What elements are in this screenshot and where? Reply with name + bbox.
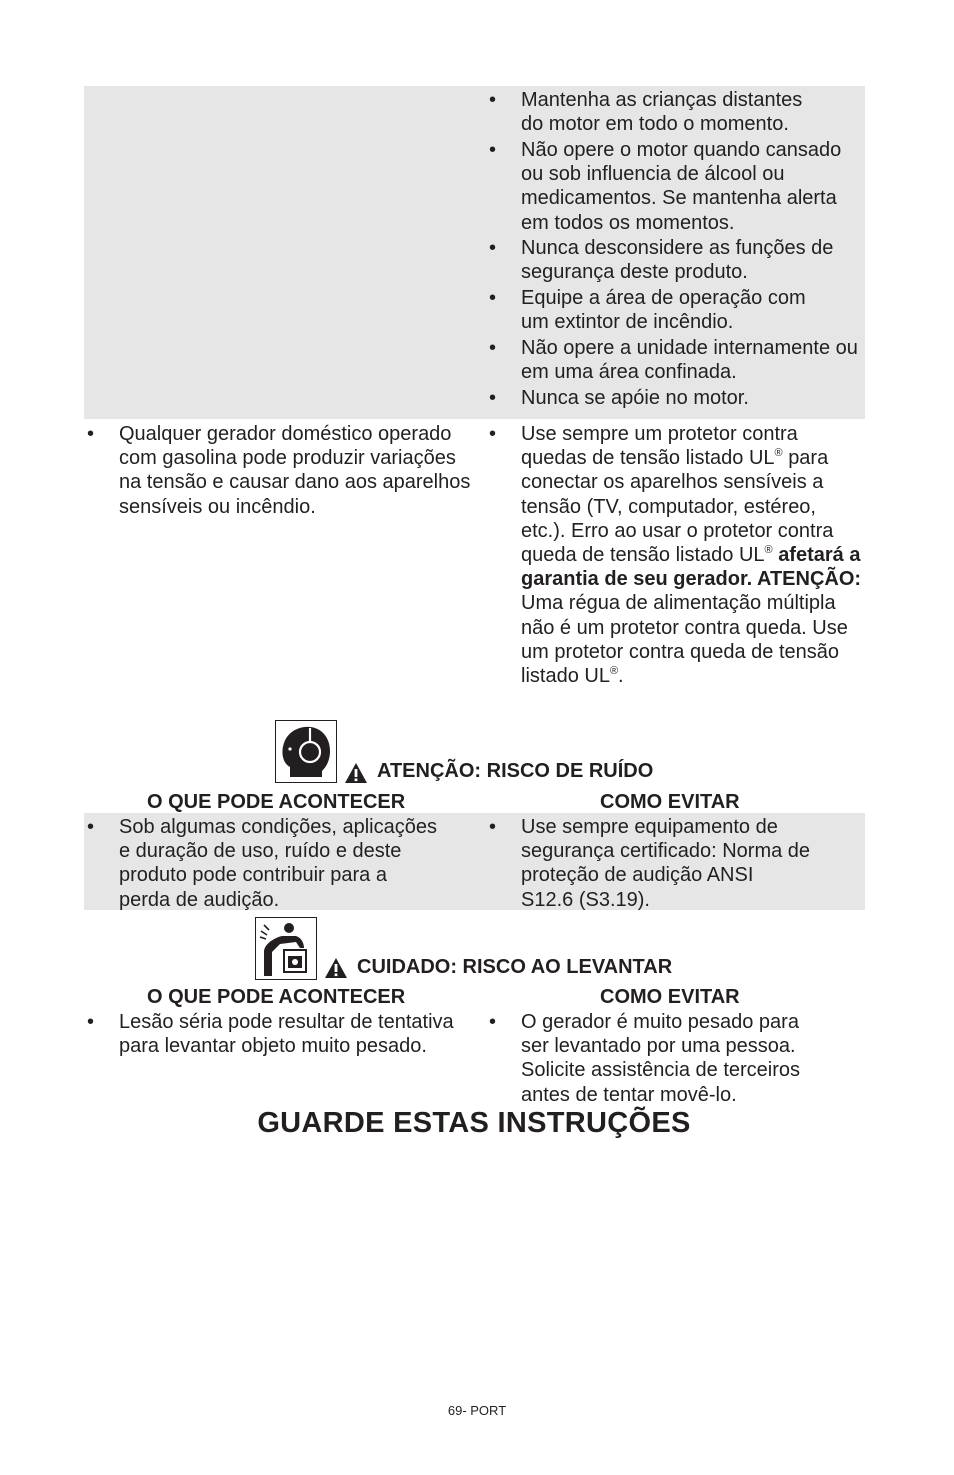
list-item: • Nunca se apóie no motor. (487, 386, 865, 410)
list-item: • Lesão séria pode resultar de tentativa para levantar objeto muito pesado. (85, 1010, 485, 1058)
list-item: • Equipe a área de operação com um extintor de incêndio. (487, 286, 821, 334)
surge-text-3: Uma régua de alimentação múltipla não é um protetor contra queda. Use um protetor contra queda de tensão listado UL (521, 592, 848, 688)
surge-text-2: para conectar os aparelhos sensíveis a tensão (TV, computador, estéreo, etc.). Erro ao usar o protetor contra queda de tensão listado UL (521, 447, 834, 567)
heavy-lifting-icon (255, 917, 317, 980)
how-to-avoid-heading: COMO EVITAR (600, 791, 740, 813)
lifting-hazard-list (85, 1010, 485, 1058)
surge-text-1: Use sempre um protetor contra quedas de tensão listado UL (521, 423, 798, 470)
list-item: • Nunca desconsidere as funções de segurança deste produto. (487, 236, 841, 284)
list-item: • Não opere o motor quando cansado ou sob influencia de álcool ou medicamentos. Se mantenha alerta em todos os momentos. (487, 138, 865, 235)
what-can-happen-heading: O QUE PODE ACONTECER (147, 986, 406, 1008)
page-title: GUARDE ESTAS INSTRUÇÕES (257, 1107, 691, 1139)
voltage-avoid-list (487, 422, 865, 688)
page-number: 69- PORT (447, 1403, 507, 1418)
list-item: • Mantenha as crianças distantes do motor em todo o momento. (487, 88, 821, 136)
voltage-hazard-list (85, 422, 477, 519)
list-item: • Use sempre equipamento de segurança certificado: Norma de proteção de audição ANSI S12.6 (S3.19). (487, 815, 811, 912)
registered-mark: ® (764, 544, 773, 557)
warning-triangle-icon (344, 762, 368, 784)
noise-hazard-heading: ATENÇÃO: RISCO DE RUÍDO (377, 760, 654, 782)
lifting-avoid-list (487, 1010, 865, 1107)
noise-avoid-list (487, 815, 865, 912)
list-item: • Não opere a unidade internamente ou em uma área confinada. (487, 336, 865, 384)
noise-hazard-list (85, 815, 477, 912)
list-item: • Use sempre um protetor contra quedas de tensão listado UL® para conectar os aparelhos sensíveis a tensão (TV, computador, estéreo, etc.). Erro ao usar o protetor contra queda de tensão listado UL® afetará a garantia de seu gerador. ATENÇÃO: Uma régua de alimentação múltipla não é um protetor contra queda. Use um protetor contra queda de tensão listado UL®. (487, 422, 865, 688)
registered-mark: ® (609, 665, 619, 678)
what-can-happen-heading: O QUE PODE ACONTECER (147, 791, 406, 813)
safety-rules-list (487, 88, 865, 410)
warranty-warning: afetará a garantia de seu gerador. ATENÇÃO: (521, 544, 862, 591)
list-item: • O gerador é muito pesado para ser levantado por uma pessoa. Solicite assistência de terceiros antes de tentar movê-lo. (487, 1010, 831, 1107)
list-item: • Qualquer gerador doméstico operado com gasolina pode produzir variações na tensão e causar dano aos aparelhos sensíveis ou incêndio. (85, 422, 477, 519)
hearing-protection-icon (275, 720, 337, 783)
how-to-avoid-heading: COMO EVITAR (600, 986, 740, 1008)
lifting-hazard-heading: CUIDADO: RISCO AO LEVANTAR (357, 956, 673, 978)
list-item: • Sob algumas condições, aplicações e duração de uso, ruído e deste produto pode contribuir para a perda de audição. (85, 815, 439, 912)
warning-triangle-icon (324, 957, 348, 979)
registered-mark: ® (774, 447, 783, 460)
